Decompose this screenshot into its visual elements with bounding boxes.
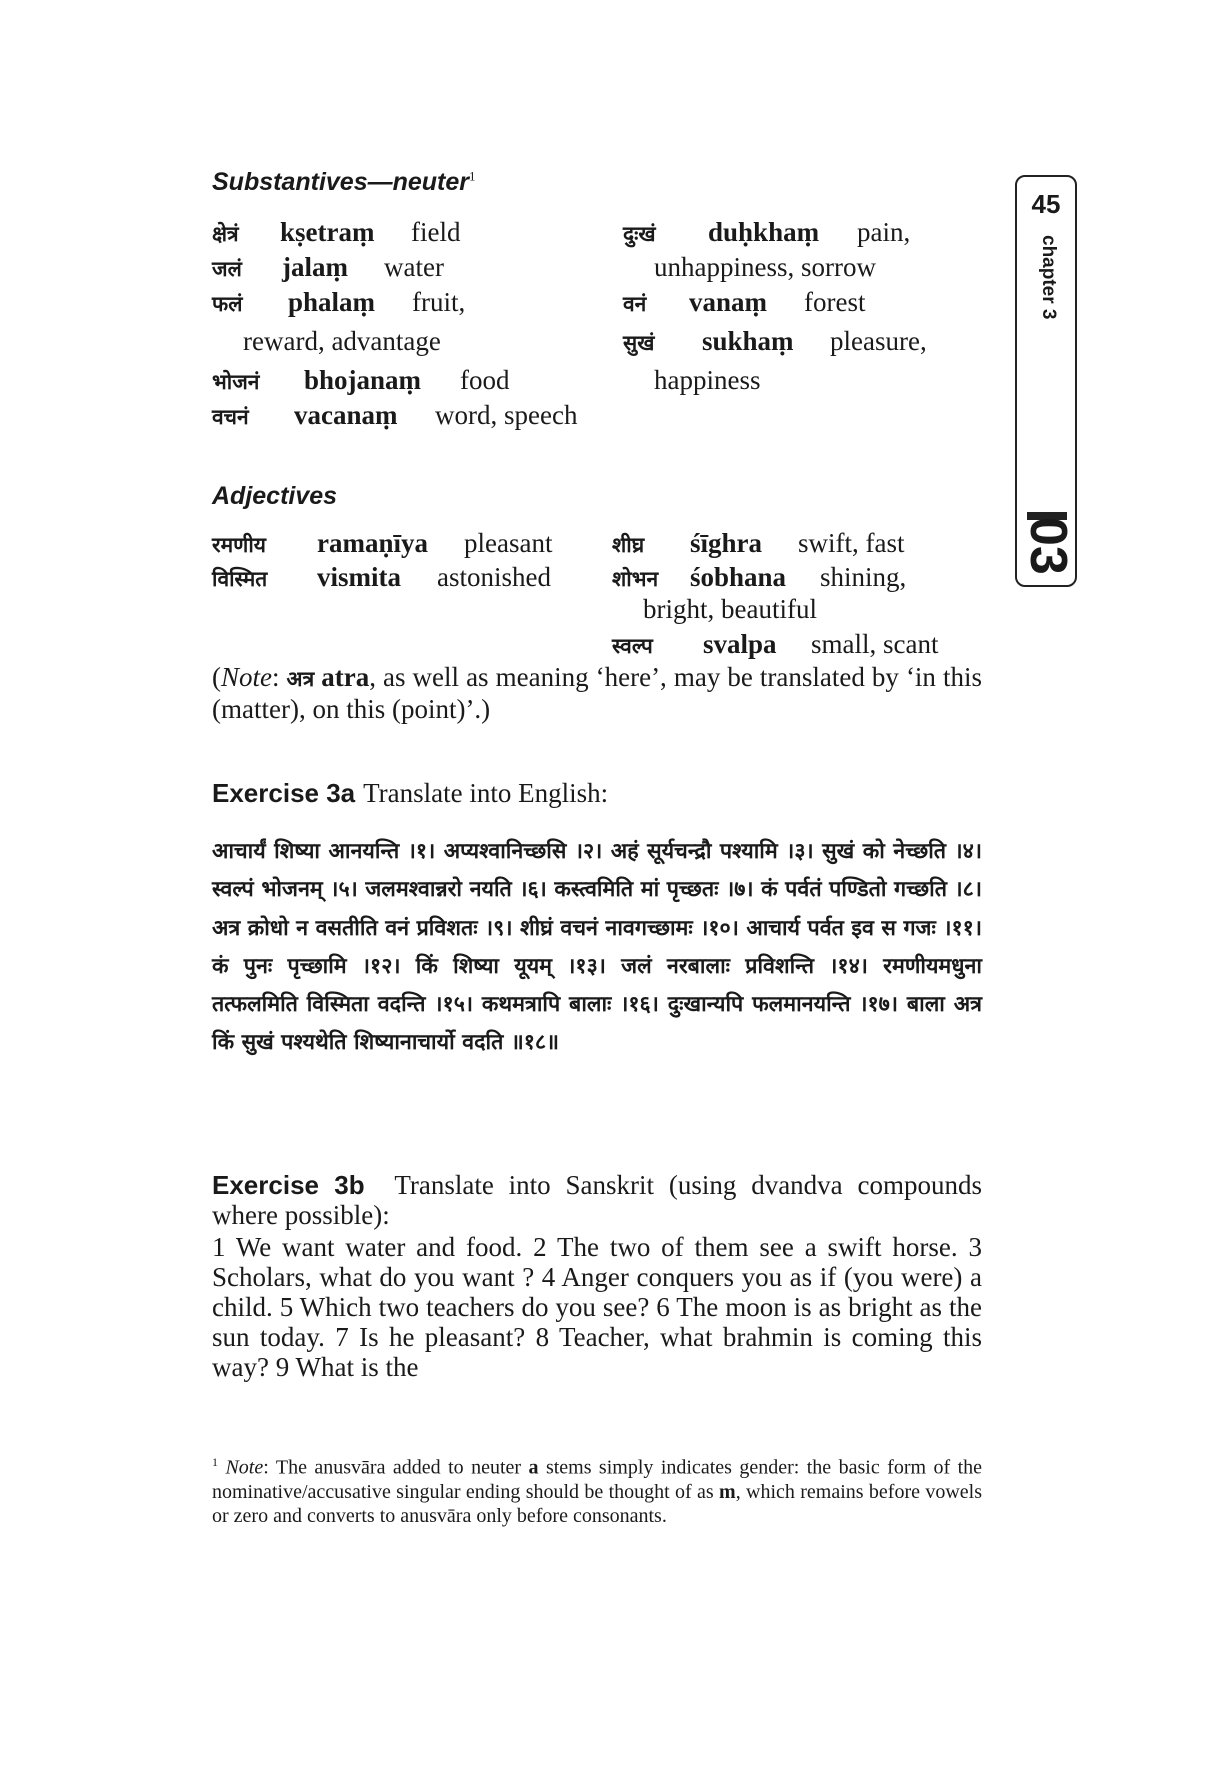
devanagari-word: क्षेत्रं: [212, 222, 239, 246]
vocab-row: [612, 561, 906, 595]
exercise-3a-header: [212, 778, 608, 809]
transliteration: bhojanaṃ: [304, 365, 422, 395]
footnote-mark: 1: [212, 1455, 218, 1469]
transliteration: śobhana: [690, 562, 787, 592]
exercise-instruction: Translate into English:: [363, 778, 609, 808]
devanagari-word: शीघ्र: [612, 533, 645, 557]
exercise-3b: [212, 1170, 982, 1230]
transliteration: atra: [321, 662, 370, 692]
exercise-label: Exercise 3a: [212, 778, 356, 808]
transliteration: sukhaṃ: [702, 326, 794, 356]
gloss: pain,: [857, 217, 911, 247]
page-number: 45: [1031, 189, 1061, 219]
footnote-text: , which remains before vowels or zero and converts to anusvāra only before consonants.: [212, 1480, 982, 1527]
gloss: word, speech: [435, 400, 578, 430]
devanagari-word: शोभन: [612, 567, 659, 591]
gloss: swift, fast: [798, 528, 905, 558]
note-text: , as well as meaning ‘here’, may be translated by ‘in this (matter), on this (point)’.): [212, 662, 982, 724]
vocab-continuation: happiness: [654, 365, 761, 395]
devanagari-word: दुःखं: [623, 222, 656, 246]
transliteration: śīghra: [690, 528, 763, 558]
footnote-bold: m: [719, 1480, 736, 1503]
devanagari-word: अत्र: [286, 667, 315, 691]
devanagari-word: सुखं: [623, 331, 655, 355]
vocab-row: [212, 399, 577, 433]
gloss: pleasant: [464, 528, 553, 558]
devanagari-word: जलं: [212, 257, 242, 281]
atra-note: [212, 662, 982, 724]
exercise-instruction: Translate into Sanskrit (using dvandva compounds where possible):: [212, 1170, 982, 1230]
vocab-row: [623, 286, 865, 320]
footnote-bold: a: [528, 1456, 539, 1479]
devanagari-word: फलं: [212, 292, 243, 316]
vocab-row: [623, 216, 910, 250]
note-paren: (: [212, 662, 221, 692]
chapter-number: 03: [1019, 517, 1077, 575]
footnote-mark: 1: [469, 168, 476, 184]
gloss: food: [460, 365, 510, 395]
devanagari-word: विस्मित: [212, 567, 268, 591]
gloss: water: [384, 252, 444, 282]
devanagari-word: स्वल्प: [612, 634, 653, 658]
substantives-heading: [212, 168, 476, 197]
vocab-row: [212, 527, 552, 561]
exercise-label: Exercise 3b: [212, 1170, 365, 1200]
footnote-text: : The anusvāra added to neuter: [263, 1456, 529, 1479]
vocab-row: [212, 364, 510, 398]
note-label: Note: [221, 662, 272, 692]
vocab-continuation: reward, advantage: [243, 326, 441, 356]
vocab-row: [212, 251, 444, 285]
footnote-text: stems simply indicates gender: the basic form of the nominative/accusative singular ending should be thought of as: [212, 1456, 982, 1503]
transliteration: duḥkhaṃ: [708, 217, 820, 247]
devanagari-word: वचनं: [212, 405, 249, 429]
devanagari-word: रमणीय: [212, 533, 266, 557]
vocab-row: [612, 628, 938, 662]
gloss: astonished: [437, 562, 551, 592]
vocab-row: [623, 325, 927, 359]
transliteration: ramaṇīya: [317, 528, 428, 558]
transliteration: svalpa: [703, 629, 777, 659]
gloss: shining,: [820, 562, 907, 592]
vocab-row: [612, 527, 904, 561]
chapter-tab: [1015, 175, 1077, 587]
adjectives-heading: Adjectives: [212, 482, 338, 510]
gloss: forest: [804, 287, 866, 317]
footnote-label: Note: [225, 1456, 264, 1479]
vocab-row: [212, 286, 465, 320]
gloss: pleasure,: [830, 326, 927, 356]
transliteration: vacanaṃ: [294, 400, 398, 430]
transliteration: jalaṃ: [282, 252, 348, 282]
transliteration: vanaṃ: [689, 287, 768, 317]
chapter-label: chapter 3: [1038, 235, 1059, 320]
transliteration: phalaṃ: [288, 287, 376, 317]
gloss: field: [411, 217, 461, 247]
devanagari-word: भोजनं: [212, 370, 260, 394]
vocab-continuation: unhappiness, sorrow: [654, 252, 876, 282]
vocab-row: [212, 561, 551, 595]
vocab-continuation: bright, beautiful: [643, 594, 817, 624]
vocab-row: [212, 216, 460, 250]
footnote: [212, 1450, 982, 1528]
exercise-3a-text: आचार्यं शिष्या आनयन्ति ।१। अप्यश्वानिच्छसि ।२। अहं सूर्यचन्द्रौ पश्यामि ।३। सुखं को नेच्छति ।४। स्वल्पं भोजनम् ।५। जलमश्वान्नरो नयति ।६। कस्त्वमिति मां पृच्छतः ।७। कं पर्वतं पण्डितो गच्छति ।८। अत्र क्रोधो न वसतीति वनं प्रविशतः ।९। शीघ्रं वचनं नावगच्छामः ।१०। आचार्य पर्वत इव स गजः ।११। कं पुनः पृच्छामि ।१२। किं शिष्या यूयम् ।१३। जलं नरबालाः प्रविशन्ति ।१४। रमणीयमधुना तत्फलमिति विस्मिता वदन्ति ।१५। कथमत्रापि बालाः ।१६। दुःखान्यपि फलमानयन्ति ।१७। बाला अत्र किं सुखं पश्यथेति शिष्यानाचार्यो वदति ॥१८॥: [212, 839, 982, 1056]
gloss: small, scant: [811, 629, 939, 659]
gloss: fruit,: [412, 287, 466, 317]
transliteration: vismita: [317, 562, 401, 592]
transliteration: kṣetraṃ: [280, 217, 375, 247]
note-colon: :: [272, 662, 287, 692]
devanagari-word: वनं: [623, 292, 647, 316]
substantives-heading-text: Substantives—neuter: [212, 168, 470, 196]
exercise-3b-text: 1 We want water and food. 2 The two of them see a swift horse. 3 Scholars, what do you want ? 4 Anger conquers you as if (you were) a child. 5 Which two teachers do you see? 6 The moon is as bright as the sun today. 7 Is he pleasant? 8 Teacher, what brahmin is coming this way? 9 What is the: [212, 1232, 982, 1382]
